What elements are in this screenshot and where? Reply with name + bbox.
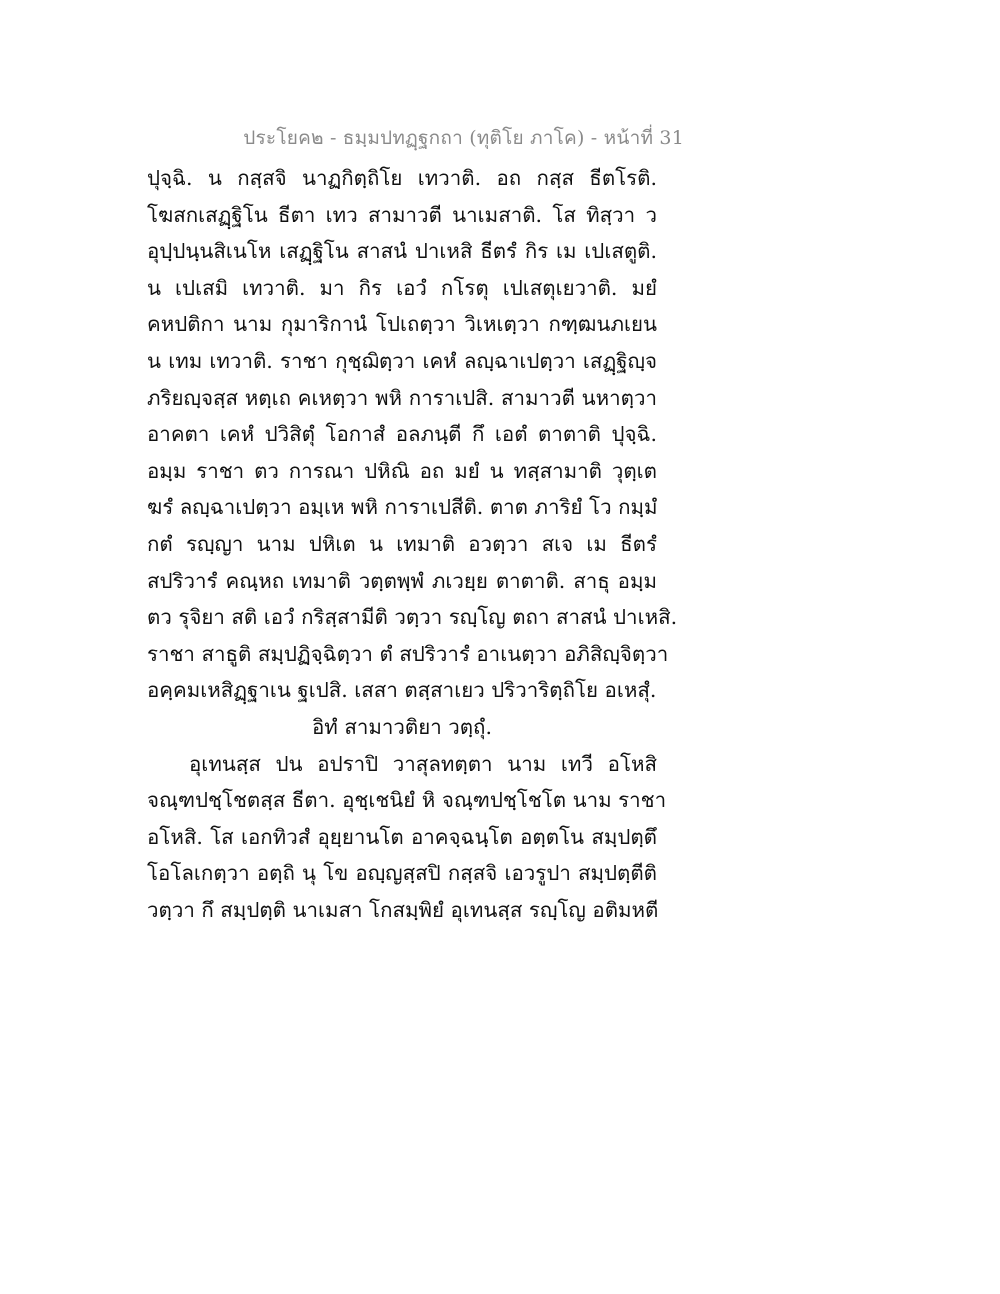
text-line: โอโลเกตฺวา อตฺถิ นุ โข อญฺญสฺสปิ กสฺสจิ เอวรูปา สมฺปตฺตีติ (147, 861, 657, 886)
text-line: ตว รุจิยา สติ เอวํ กริสฺสามีติ วตฺวา รญฺโญ ตถา สาสนํ ปาเหสิ. (147, 605, 678, 630)
text-line: โฆสกเสฏฺฐิโน ธีตา เทว สามาวตี นาเมสาติ. โส ทิสฺวา ว (147, 202, 657, 227)
text-line: สปริวารํ คณฺหถ เทมาติ วตฺตพฺพํ ภเวยฺย ตาตาติ. สาธุ อมฺม (147, 568, 657, 593)
text-line: อาคตา เคหํ ปวิสิตุํ โอกาสํ อลภนฺตี กึ เอตํ ตาตาติ ปุจฺฉิ. (147, 422, 657, 447)
text-line: น เทม เทวาติ. ราชา กุชฺฌิตฺวา เคหํ ลญฺฉาเปตฺวา เสฏฺฐิญฺจ (147, 348, 657, 373)
text-line: ภริยญฺจสฺส หตฺเถ คเหตฺวา พหิ การาเปสิ. สามาวตี นหาตฺวา (147, 385, 657, 410)
text-line: ปุจฺฉิ. น กสฺสจิ นาฏกิตฺถิโย เทวาติ. อถ กสฺส ธีตโรติ. (147, 166, 657, 190)
text-line: วตฺวา กึ สมฺปตฺติ นาเมสา โกสมฺพิยํ อุเทนสฺส รญฺโญ อติมหตี (147, 897, 659, 922)
text-line: คหปติกา นาม กุมาริกานํ โปเถตฺวา วิเหเตฺวา กฑฺฒนภเยน (147, 312, 657, 337)
section-title: อิทํ สามาวติยา วตฺถุํ. (311, 714, 492, 739)
text-line: อคฺคมเหสิฏฺฐาเน ฐเปสิ. เสสา ตสฺสาเยว ปริวาริตฺถิโย อเหสุํ. (147, 678, 657, 703)
text-line: อุปฺปนฺนสิเนโห เสฏฺฐิโน สาสนํ ปาเหสิ ธีตรํ กิร เม เปเสตูติ. (147, 239, 657, 264)
text-line: ฆรํ ลญฺฉาเปตฺวา อมฺเห พหิ การาเปสีติ. ตาต ภาริยํ โว กมฺมํ (147, 495, 658, 520)
text-line: ราชา สาธูติ สมฺปฏิจฺฉิตฺวา ตํ สปริวารํ อาเนตฺวา อภิสิญฺจิตฺวา (147, 641, 669, 666)
text-line: น เปเสมิ เทวาติ. มา กิร เอวํ กโรตุ เปเสตุเยวาติ. มยํ (147, 275, 657, 300)
body-text (147, 160, 678, 928)
paragraph-first-line: อุเทนสฺส ปน อปราปิ วาสุลทตฺตา นาม เทวี อโหสิ (189, 751, 657, 776)
text-line: อโหสิ. โส เอกทิวสํ อุยฺยานโต อาคจฺฉนฺโต อตฺตโน สมฺปตฺตึ (147, 824, 657, 849)
text-line: จณฺฑปชฺโชตสฺส ธีตา. อุชฺเชนิยํ หิ จณฺฑปชฺโชโต นาม ราชา (147, 788, 667, 813)
running-header: ประโยค๒ - ธมฺมปทฏฺฐกถา (ทุติโย ภาโค) - หน้าที่ 31 (243, 127, 684, 149)
text-line: กตํ รญฺญา นาม ปหิเต น เทมาติ อวตฺวา สเจ เม ธีตรํ (147, 531, 657, 556)
text-line: อมฺม ราชา ตว การณา ปหิณิ อถ มยํ น ทสฺสามาติ วุตฺเต (147, 458, 657, 483)
